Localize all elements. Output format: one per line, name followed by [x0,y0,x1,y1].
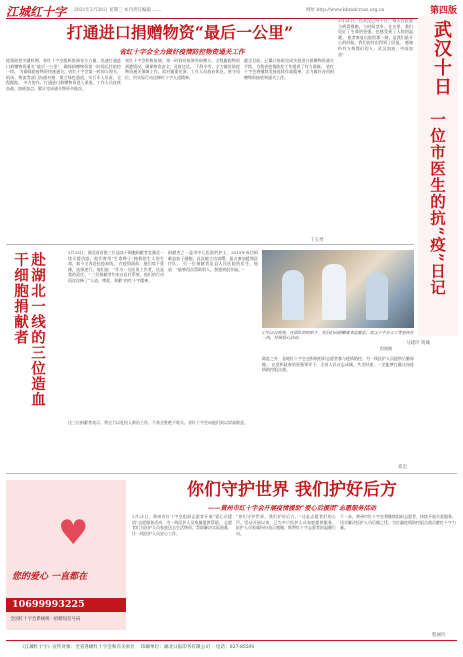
article1-body-col3: 截至目前，已累计协助完成多批进口捐赠物资通关手续，为我省疫情防控工作提供了有力保障。 省红十字会将继续发扬连续作战精神，全力做好各项捐赠物资接收和通关工作。 [244,58,334,80]
article2-right-text: 除此之外，各地红十字会也积极组织志愿者参与疫情防控，为一线医护人员提供后勤保障。 在党和政府的坚强领导下，全省人民众志成城，共克时艰，一定能够打赢这场疫情防控阻击战。 [262,356,414,373]
ad-box [6,480,126,630]
article2-lower-text: 这三位捐献者表示，将全力以赴投入救治工作，不获全胜绝不收兵。省红十字会向他们致以崇高敬意。 [68,420,248,425]
ad-title: 您的爱心 一直都在 [12,572,88,582]
sidebar-title-top: 武汉十日 [431,20,452,96]
article2-title: 赴湖北一线的三位造血干细胞捐献者 [12,252,46,407]
page-number: 第四版 [429,6,457,16]
ad-caption: 全国红十字会系统统一捐赠短信号码 [10,617,81,622]
article1-author: 丁玉琴 [310,238,324,243]
sidebar-box [418,16,458,336]
article1-headline: 打通进口捐赠物资“最后一公里” [66,23,294,42]
masthead-left-meta: 2021年2月28日 星期三 本刊责任编辑 …… [74,8,162,13]
ad-phone: 10699993225 [12,599,85,610]
article3-subhead: ——黄州市红十字会开展疫情援助“爱心后援团”志愿服务活动 [208,505,376,512]
article3-author: 程丽玲 [432,633,446,638]
masthead-right-meta: 网址 http://www.hbredcross.org.cn [306,8,385,13]
article2-author: 邓宏 [398,465,407,470]
ad-phone-bar [6,598,126,612]
article3-headline: 你们守护世界 我们护好后方 [187,480,397,500]
divider-2 [6,473,457,474]
sidebar-title-bottom: 一位市医生的抗“疫”日记 [428,111,447,296]
article3-body-col3: 下一步，黄州市红十字会将继续组织志愿者，持续开展关爱服务，切实解决医护人员后顾之忧，为打赢疫情防控阻击战贡献红十字力量。 [340,514,456,531]
article2-photo [262,250,414,328]
ad-heart-icon: ♥ [58,513,89,553]
photo-figure-3 [366,272,388,320]
divider-1 [6,244,414,245]
article1-body-col2: 省红十字会积极协调，第一时间对接海外捐赠方，全程跟踪物资到港情况，确保物资安全、及时送达。 不辞辛劳，全力做好防疫物资通关保障工作。面对繁重任务，工作人员放弃休息，坚守岗位，用实际行动诠释红十字人道精神。 [125,58,240,80]
right-column-text: 2月21日，在武汉已经十日，每天在医院与病毒赛跑，与时间竞争。在这里，我们见证了生命的坚强，也感受到了人间的温暖。 患者康复出院的那一刻，是我们最开心的时候。我们的付出得到了回报。 感谢所有支持我们的人，武汉加油，中国加油！ [338,18,413,57]
article3-body-col2: “你们守护世界，我们护好后方。”这是志愿者们的心声。活动开展以来，已为多户医护人员家庭提供服务。 医护人员家属纷纷表示感谢，称赞红十字志愿者的温暖行动。 [236,514,336,536]
footer-text: 《江城红十字》宣传对象：全省各级红十字会和有关单位 印刷单位：湖北日报印务有限公司 电话：027-85591 [20,645,255,650]
masthead-logo: 江城红十字 [6,5,67,19]
article2-body: 2月25日，湖北省首批三位造血干细胞捐献者赴湖北一线支援抗疫。他们曾用“生命种子”挽救陌生人的生命，如今又奔赴抗疫前线。 在疫情面前，他们毫不犹豫，选择逆行。他们说：“作为一名医务工作者，这是我的责任。” 三位捐献者均来自医疗系统，他们的行动再次诠释了“人道、博爱、奉献”的红十字精神。 [68,250,164,283]
sidebar-byline: 马建玲 筑城 [406,341,430,346]
article1-subhead: 省红十字会全力做好疫情防控物资通关工作 [119,48,245,56]
masthead [6,2,457,19]
article3-body: 2月21日，黄州市红十字会组织志愿者开展“爱心后援团”志愿服务活动，为一线医护人员家属提供帮助。 志愿者们为医护人员家庭送去生活物资，帮助解决实际困难，让一线医护人员安心工作。 [132,514,232,536]
article2-photo-caption: 2月25日疫情，在团队的组织下，党员们向捐赠者表达敬意；武汉十字会义工等坚持在一线，开展爱心活动。 [262,330,414,341]
photo-figure-2 [322,264,346,320]
article2-photo-credit: 程媛摄 [380,346,392,351]
photo-figure-1 [282,270,304,320]
article2-body-col2: 捐献者之一是市中心医院的护士，2019年成功捐献造血干细胞。此次她主动请缨，报名参加援鄂医疗队。 另一位捐献者是县人民医院的医生，他说：“能够再次帮助别人，我感到很幸福。” [168,250,258,272]
article1-body: 疫情防控关键时期，省红十字会组织协调各方力量，迅速打通进口捐赠物资通关“最后一公里”，确保捐赠物资第一时间运往防控一线。 为确保防疫物资快速通关，省红十字会第一时间与海关、机场、物流等部门沟通对接，建立绿色通道，实行专人负责、全程跟踪。 多方协作，打通进口捐赠物资进入渠道。工作人员连续奋战，加班加点，累计完成通关物资多批次。 [6,58,121,91]
footer [6,640,457,655]
